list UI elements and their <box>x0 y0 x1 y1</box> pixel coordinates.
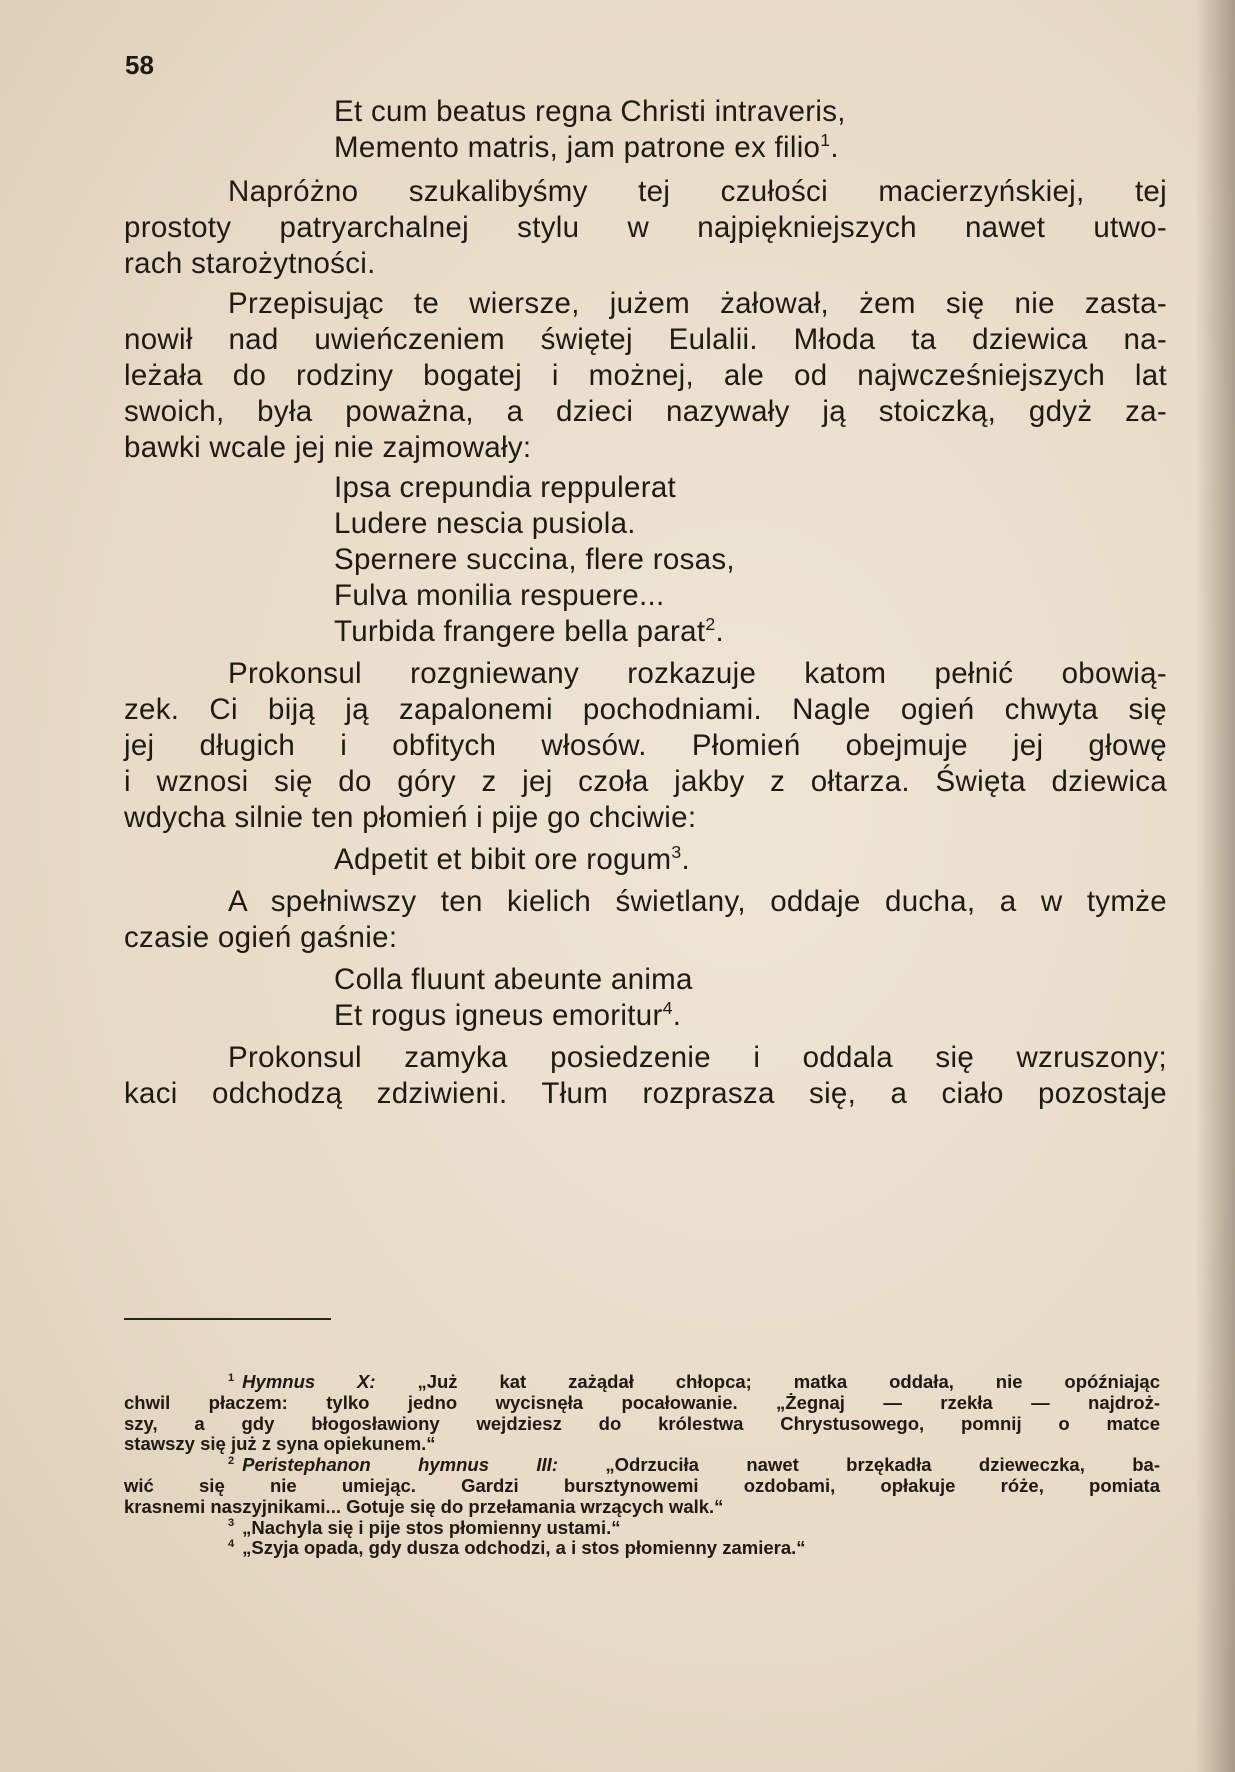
body-line <box>124 920 397 956</box>
line-text: Adpetit et bibit ore rogum <box>334 843 672 876</box>
line-text: zek. Ci biją ją zapalonemi pochodniami. Nagle ogień chwyta się <box>124 693 1167 726</box>
line-text: bawki wcale jej nie zajmowały: <box>124 431 532 464</box>
line-text: i wznosi się do góry z jej czoła jakby z ołtarza. Święta dziewica <box>124 765 1167 798</box>
line-text: Colla fluunt abeunte anima <box>334 963 693 996</box>
verse-line <box>334 130 839 166</box>
footnote-line <box>228 1538 806 1558</box>
footnote-text: wić się nie umiejąc. Gardzi bursztynowemi ozdobami, opłakuje róże, pomiata <box>124 1475 1160 1496</box>
footnote-divider <box>124 1318 331 1320</box>
body-line <box>124 728 1167 764</box>
line-text: nowił nad uwieńczeniem świętej Eulalii. Młoda ta dziewica na- <box>124 323 1167 356</box>
line-text: czasie ogień gaśnie: <box>124 921 398 954</box>
line-text: Prokonsul zamyka posiedzenie i oddala się wzruszony; <box>228 1041 1167 1074</box>
verse-line <box>334 470 676 506</box>
line-text: Ipsa crepundia reppulerat <box>334 471 677 504</box>
footnote-marker: 1 <box>820 130 831 151</box>
footnote-number: 4 <box>228 1538 235 1551</box>
line-text: Memento matris, jam patrone ex filio <box>334 131 821 164</box>
body-line <box>124 692 1167 728</box>
footnote-line <box>124 1497 723 1517</box>
line-punctuation: . <box>672 999 682 1032</box>
footnote-text: „Szyja opada, gdy dusza odchodzi, a i stos płomienny zamiera.“ <box>242 1537 806 1559</box>
footnote-number: 2 <box>228 1455 235 1468</box>
body-line <box>228 656 1167 692</box>
body-line <box>124 800 696 836</box>
line-punctuation: . <box>681 843 691 876</box>
line-punctuation: . <box>715 615 724 648</box>
line-text: Prokonsul rozgniewany rozkazuje katom pełnić obowią- <box>228 657 1167 690</box>
verse-line <box>334 614 724 650</box>
body-line <box>124 764 1167 800</box>
body-line <box>124 246 376 282</box>
line-text: A spełniwszy ten kielich świetlany, oddaje ducha, a w tymże <box>228 885 1167 918</box>
line-text: Fulva monilia respuere... <box>334 579 665 612</box>
verse-line <box>334 94 846 130</box>
body-line <box>228 174 1167 210</box>
footnote-source: Peristephanon hymnus III: <box>242 1454 558 1476</box>
footnote-number: 1 <box>228 1371 235 1384</box>
footnote-text: szy, a gdy błogosławiony wejdziesz do królestwa Chrystusowego, pomnij o matce <box>124 1412 1160 1434</box>
body-line <box>124 358 1167 394</box>
verse-line <box>334 842 690 878</box>
line-text: Ludere nescia pusiola. <box>334 507 636 540</box>
line-text: wdycha silnie ten płomień i pije go chciwie: <box>124 801 697 834</box>
footnote-line <box>124 1414 1160 1434</box>
footnote-text: „Odrzuciła nawet brzękadła dzieweczka, ba- <box>558 1454 1161 1476</box>
footnote-marker: 4 <box>662 998 673 1019</box>
footnote-number: 3 <box>228 1517 235 1530</box>
body-line <box>228 884 1167 920</box>
line-text: kaci odchodzą zdziwieni. Tłum rozprasza się, a ciało pozostaje <box>124 1077 1167 1110</box>
footnote-line <box>124 1393 1160 1413</box>
footnote-line <box>228 1455 1160 1475</box>
line-text: jej długich i obfitych włosów. Płomień obejmuje jej głowę <box>124 729 1167 762</box>
line-text: Napróżno szukalibyśmy tej czułości macierzyńskiej, tej <box>228 175 1167 208</box>
line-text: Et cum beatus regna Christi intraveris, <box>334 95 846 128</box>
verse-line <box>334 542 735 578</box>
page-edge-shadow <box>1195 0 1235 1772</box>
body-line <box>124 394 1167 430</box>
line-text: rach starożytności. <box>124 247 376 280</box>
body-line <box>124 210 1167 246</box>
footnote-text: „Nachyla się i pije stos płomienny ustami.“ <box>242 1516 621 1538</box>
verse-line <box>334 998 681 1034</box>
body-line <box>228 286 1167 322</box>
footnote-line <box>124 1476 1160 1496</box>
body-line <box>124 430 531 466</box>
footnote-line <box>228 1518 621 1538</box>
verse-line <box>334 506 636 542</box>
line-text: swoich, była poważna, a dzieci nazywały ją stoiczką, gdyż za- <box>124 395 1167 428</box>
line-text: Spernere succina, flere rosas, <box>334 543 735 576</box>
verse-line <box>334 578 665 614</box>
footnote-text: krasnemi naszyjnikami... Gotuje się do przełamania wrzących walk.“ <box>124 1495 724 1517</box>
footnote-source: Hymnus X: <box>242 1371 376 1392</box>
body-line <box>124 322 1167 358</box>
line-text: prostoty patryarchalnej stylu w najpiękniejszych nawet utwo- <box>124 211 1167 244</box>
footnote-text: chwil płaczem: tylko jedno wycisnęła pocałowanie. „Żegnaj — rzekła — najdroż- <box>124 1391 1160 1413</box>
line-punctuation: . <box>830 131 839 164</box>
line-text: Turbida frangere bella parat <box>334 615 706 648</box>
footnote-marker: 2 <box>705 614 716 635</box>
body-line <box>228 1040 1167 1076</box>
line-text: Et rogus igneus emoritur <box>334 999 663 1032</box>
footnote-line <box>228 1372 1160 1392</box>
verse-line <box>334 962 693 998</box>
footnote-marker: 3 <box>671 842 682 863</box>
line-text: Przepisując te wiersze, jużem żałował, żem się nie zasta- <box>228 287 1167 320</box>
body-line <box>124 1076 1167 1112</box>
footnote-text: „Już kat zażądał chłopca; matka oddała, nie opóźniając <box>375 1371 1160 1392</box>
page-number: 58 <box>125 50 154 80</box>
footnote-line <box>124 1434 436 1454</box>
line-text: leżała do rodziny bogatej i możnej, ale od najwcześniejszych lat <box>124 359 1167 392</box>
footnote-text: stawszy się już z syna opiekunem.“ <box>124 1433 436 1455</box>
